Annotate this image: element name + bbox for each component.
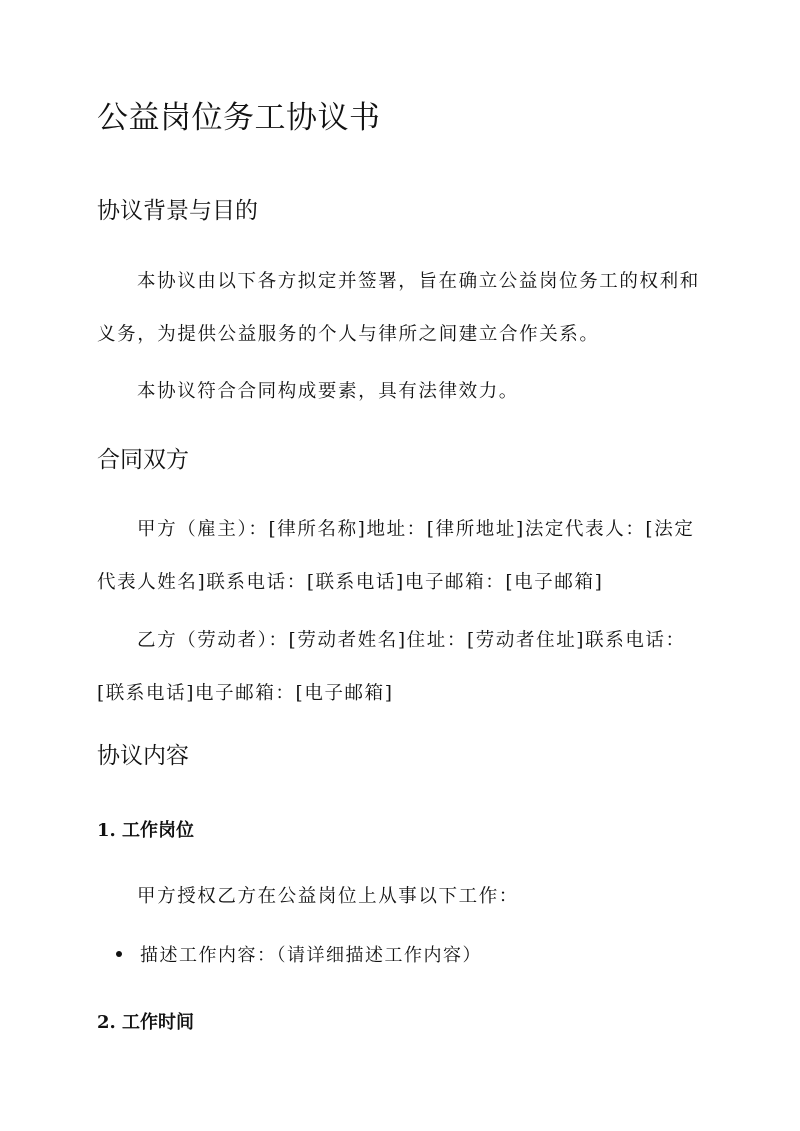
section-heading-parties: 合同双方 bbox=[97, 447, 189, 473]
subheading-work-position: 1. 工作岗位 bbox=[97, 820, 195, 841]
work-description-bullet: 描述工作内容：（请详细描述工作内容） bbox=[140, 945, 482, 966]
subheading-work-time: 2. 工作时间 bbox=[97, 1012, 195, 1033]
document-title: 公益岗位务工协议书 bbox=[97, 100, 381, 136]
background-paragraph-2: 本协议符合合同构成要素，具有法律效力。 bbox=[137, 381, 519, 402]
section-heading-content: 协议内容 bbox=[97, 743, 189, 769]
bullet-icon bbox=[116, 951, 122, 957]
section-heading-background: 协议背景与目的 bbox=[97, 198, 258, 224]
party-b-details: 乙方（劳动者）：[劳动者姓名]住址：[劳动者住址]联系电话：[联系电话]电子邮箱：[电子邮箱] bbox=[97, 630, 686, 704]
list-item bbox=[116, 941, 482, 971]
background-paragraph-1: 本协议由以下各方拟定并签署，旨在确立公益岗位务工的权利和义务，为提供公益服务的个人与律所之间建立合作关系。 bbox=[97, 271, 700, 345]
work-position-paragraph: 甲方授权乙方在公益岗位上从事以下工作： bbox=[137, 886, 519, 907]
party-a-details: 甲方（雇主）：[律所名称]地址：[律所地址]法定代表人：[法定代表人姓名]联系电话：[联系电话]电子邮箱：[电子邮箱] bbox=[97, 519, 695, 593]
